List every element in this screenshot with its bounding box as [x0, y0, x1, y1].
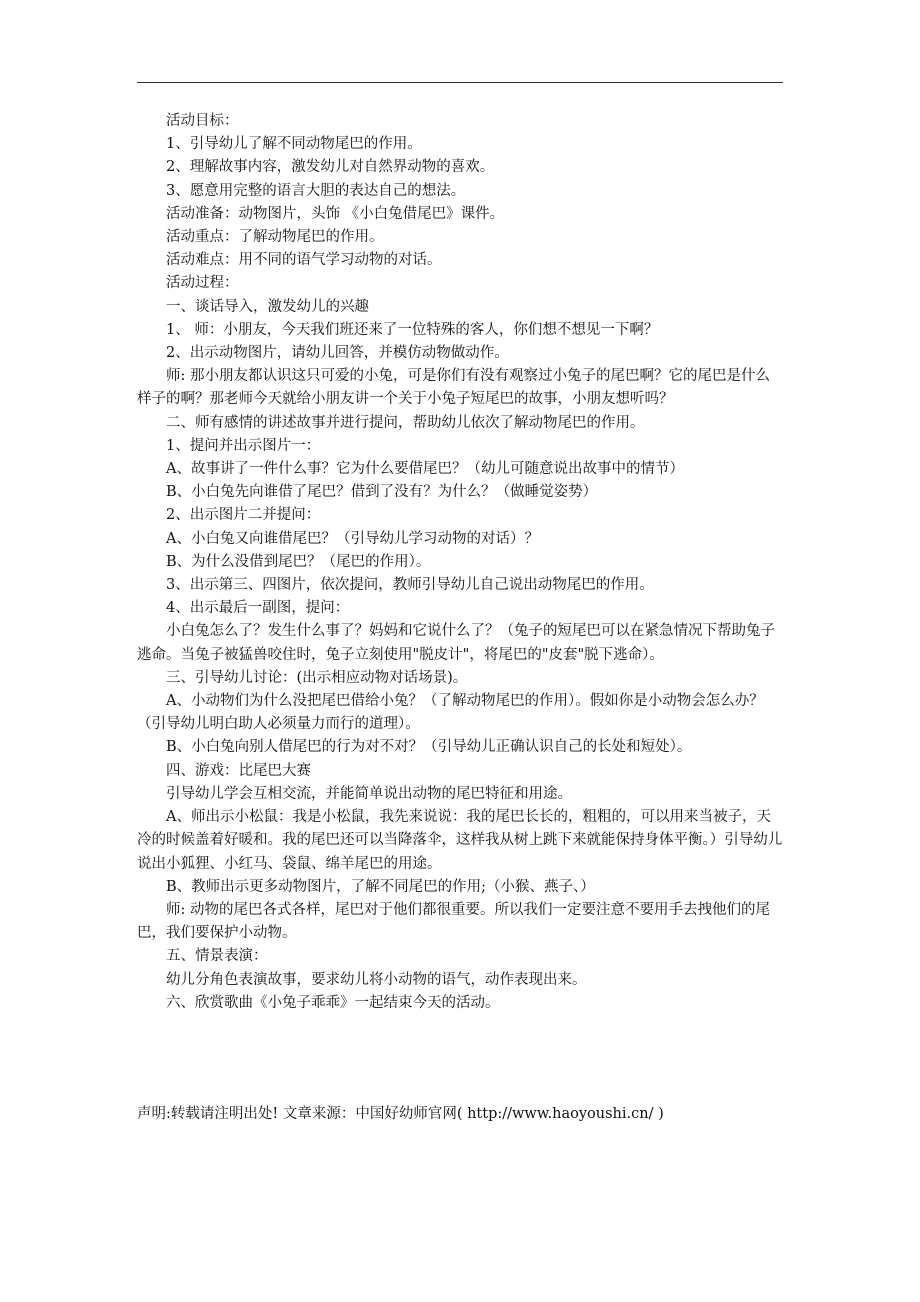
- paragraph: 二、师有感情的讲述故事并进行提问，帮助幼儿依次了解动物尾巴的作用。: [166, 414, 645, 431]
- header-rule: [137, 82, 783, 83]
- paragraph: A、小白兔又向谁借尾巴？（引导幼儿学习动物的对话）？: [166, 530, 539, 547]
- paragraph: 引导幼儿学会互相交流，并能简单说出动物的尾巴特征和用途。: [166, 785, 572, 802]
- paragraph: 4、出示最后一副图，提问：: [166, 600, 350, 617]
- paragraph: 1、 师：小朋友，今天我们班还来了一位特殊的客人，你们想不想见一下啊？: [166, 321, 659, 338]
- paragraph: 活动难点：用不同的语气学习动物的对话。: [166, 252, 442, 269]
- copyright-footer: 声明:转载请注明出处! 文章来源：中国好幼师官网( http://www.haoyoushi.cn/ ): [137, 1106, 664, 1122]
- paragraph: A、故事讲了一件什么事？它为什么要借尾巴？（幼儿可随意说出故事中的情节）: [166, 461, 684, 478]
- paragraph: B、小白兔向别人借尾巴的行为对不对？（引导幼儿正确认识自己的长处和短处）。: [166, 739, 692, 756]
- paragraph: A、师出示小松鼠：我是小松鼠，我先来说说：我的尾巴长长的，粗粗的，可以用来当被子，天冷的时候盖着好暖和。我的尾巴还可以当降落伞，这样我从树上跳下来就能保持身体平衡。）引导幼儿说出小狐狸、小红马、袋鼠、绵羊尾巴的用途。: [137, 809, 783, 872]
- paragraph: 活动准备：动物图片，头饰 《小白兔借尾巴》课件。: [166, 205, 505, 222]
- paragraph: B、为什么没借到尾巴？（尾巴的作用）。: [166, 553, 431, 570]
- paragraph: 3、愿意用完整的语言大胆的表达自己的想法。: [166, 182, 466, 199]
- paragraph: 六、欣赏歌曲《小兔子乖乖》一起结束今天的活动。: [166, 994, 500, 1011]
- paragraph: 3、出示第三、四图片，依次提问，教师引导幼儿自己说出动物尾巴的作用。: [166, 577, 654, 594]
- paragraph: 活动目标：: [166, 113, 239, 129]
- paragraph: 四、游戏：比尾巴大赛: [166, 762, 311, 779]
- paragraph: 活动过程：: [166, 275, 239, 292]
- document-body: [137, 110, 783, 1015]
- paragraph: 2、出示图片二并提问：: [166, 507, 321, 524]
- paragraph: 1、引导幼儿了解不同动物尾巴的作用。: [166, 136, 422, 153]
- paragraph: 2、出示动物图片，请幼儿回答，并模仿动物做动作。: [166, 345, 509, 362]
- paragraph: 活动重点：了解动物尾巴的作用。: [166, 229, 384, 246]
- paragraph: 五、情景表演：: [166, 948, 268, 965]
- paragraph: 三、引导幼儿讨论：(出示相应动物对话场景)。: [166, 669, 468, 686]
- paragraph: 幼儿分角色表演故事，要求幼儿将小动物的语气，动作表现出来。: [166, 971, 587, 988]
- paragraph: 师: 那小朋友都认识这只可爱的小兔，可是你们有没有观察过小兔子的尾巴啊？它的尾巴是什么样子的啊？那老师今天就给小朋友讲一个关于小兔子短尾巴的故事，小朋友想听吗？: [137, 368, 770, 408]
- paragraph: B、小白兔先向谁借了尾巴？借到了没有？为什么？（做睡觉姿势）: [166, 484, 598, 501]
- paragraph: 一、谈话导入，激发幼儿的兴趣: [166, 298, 369, 315]
- paragraph: 2、理解故事内容，激发幼儿对自然界动物的喜欢。: [166, 159, 495, 176]
- paragraph: B、教师出示更多动物图片，了解不同尾巴的作用;（小猴、燕子、）: [166, 878, 595, 895]
- paragraph: 小白兔怎么了？发生什么事了？妈妈和它说什么了？（兔子的短尾巴可以在紧急情况下帮助兔子逃命。当兔子被猛兽咬住时，兔子立刻使用"脱皮计"，将尾巴的"皮套"脱下逃命）。: [137, 623, 775, 663]
- paragraph: 师: 动物的尾巴各式各样，尾巴对于他们都很重要。所以我们一定要注意不要用手去拽他们的尾巴，我们要保护小动物。: [137, 901, 770, 942]
- paragraph: A、小动物们为什么没把尾巴借给小兔？（了解动物尾巴的作用）。假如你是小动物会怎么办？（引导幼儿明白助人必须量力而行的道理）。: [137, 693, 764, 733]
- paragraph: 1、提问并出示图片一：: [166, 437, 321, 454]
